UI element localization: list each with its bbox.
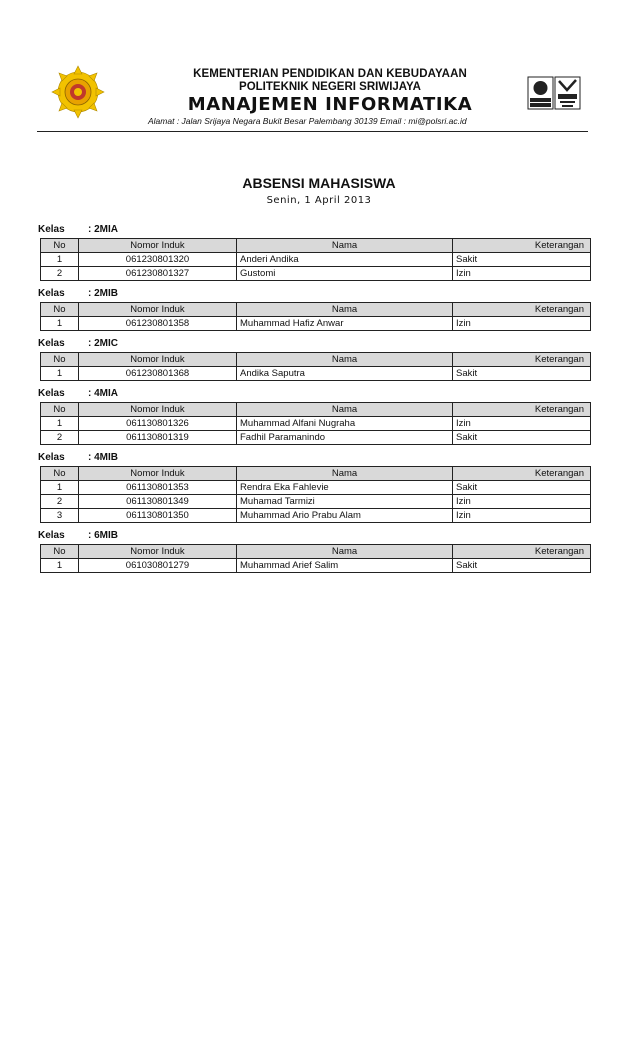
kelas-value: : 2MIA: [88, 224, 118, 235]
student-id: 061130801319: [79, 431, 237, 445]
row-number: 1: [41, 253, 79, 267]
attendance-status: Izin: [453, 417, 591, 431]
report-date: Senin, 1 April 2013: [266, 195, 372, 206]
attendance-status: Izin: [453, 267, 591, 281]
column-header: Nama: [237, 467, 453, 481]
kelas-value: : 2MIB: [88, 288, 118, 299]
kelas-value: : 4MIB: [88, 452, 118, 463]
column-header: Nomor Induk: [79, 403, 237, 417]
column-header: Nomor Induk: [79, 467, 237, 481]
column-header: Keterangan: [453, 353, 591, 367]
student-name: Gustomi: [237, 267, 453, 281]
kelas-label: Kelas: [38, 338, 65, 349]
row-number: 1: [41, 367, 79, 381]
table-row: [41, 267, 591, 281]
student-id: 061130801349: [79, 495, 237, 509]
column-header: Nama: [237, 353, 453, 367]
column-header: Keterangan: [453, 467, 591, 481]
attendance-table: [40, 302, 591, 331]
student-id: 061130801326: [79, 417, 237, 431]
kelas-value: : 6MIB: [88, 530, 118, 541]
column-header: No: [41, 467, 79, 481]
kelas-label: Kelas: [38, 452, 65, 463]
column-header: Nomor Induk: [79, 353, 237, 367]
table-header-row: [41, 403, 591, 417]
kelas-heading: [38, 221, 590, 238]
kelas-group: [38, 527, 590, 573]
row-number: 3: [41, 509, 79, 523]
row-number: 2: [41, 495, 79, 509]
address-line: Alamat : Jalan Srijaya Negara Bukit Besar Palembang 30139 Email : mi@polsri.ac.id: [148, 116, 467, 126]
attendance-table: [40, 544, 591, 573]
column-header: No: [41, 239, 79, 253]
table-row: [41, 317, 591, 331]
attendance-status: Sakit: [453, 431, 591, 445]
attendance-status: Sakit: [453, 559, 591, 573]
table-row: [41, 559, 591, 573]
attendance-list: [38, 221, 590, 577]
column-header: Nama: [237, 303, 453, 317]
kelas-label: Kelas: [38, 288, 65, 299]
iso-certification-icon: [527, 76, 581, 110]
student-id: 061030801279: [79, 559, 237, 573]
attendance-status: Izin: [453, 317, 591, 331]
kelas-heading: [38, 527, 590, 544]
table-header-row: [41, 545, 591, 559]
student-name: Rendra Eka Fahlevie: [237, 481, 453, 495]
ministry-name: KEMENTERIAN PENDIDIKAN DAN KEBUDAYAAN: [193, 68, 467, 80]
student-name: Muhammad Arief Salim: [237, 559, 453, 573]
student-id: 061130801350: [79, 509, 237, 523]
table-header-row: [41, 467, 591, 481]
attendance-status: Izin: [453, 495, 591, 509]
column-header: Keterangan: [453, 403, 591, 417]
column-header: No: [41, 353, 79, 367]
student-name: Muhammad Hafiz Anwar: [237, 317, 453, 331]
attendance-table: [40, 402, 591, 445]
kelas-label: Kelas: [38, 224, 65, 235]
attendance-status: Sakit: [453, 253, 591, 267]
letterhead: [0, 0, 638, 140]
student-id: 061230801320: [79, 253, 237, 267]
attendance-status: Sakit: [453, 481, 591, 495]
table-row: [41, 481, 591, 495]
row-number: 1: [41, 559, 79, 573]
table-header-row: [41, 239, 591, 253]
kelas-group: [38, 221, 590, 281]
column-header: Keterangan: [453, 303, 591, 317]
column-header: Keterangan: [453, 545, 591, 559]
department-name: MANAJEMEN INFORMATIKA: [187, 94, 473, 115]
kelas-heading: [38, 449, 590, 466]
student-id: 061230801327: [79, 267, 237, 281]
student-name: Anderi Andika: [237, 253, 453, 267]
row-number: 2: [41, 431, 79, 445]
table-row: [41, 367, 591, 381]
student-id: 061230801368: [79, 367, 237, 381]
table-row: [41, 253, 591, 267]
column-header: Keterangan: [453, 239, 591, 253]
student-id: 061130801353: [79, 481, 237, 495]
attendance-status: Sakit: [453, 367, 591, 381]
kelas-group: [38, 335, 590, 381]
kelas-heading: [38, 385, 590, 402]
kelas-group: [38, 449, 590, 523]
column-header: No: [41, 303, 79, 317]
row-number: 1: [41, 481, 79, 495]
column-header: Nomor Induk: [79, 303, 237, 317]
table-row: [41, 431, 591, 445]
table-row: [41, 417, 591, 431]
table-row: [41, 509, 591, 523]
attendance-table: [40, 466, 591, 523]
kelas-label: Kelas: [38, 530, 65, 541]
kelas-heading: [38, 335, 590, 352]
attendance-table: [40, 238, 591, 281]
student-id: 061230801358: [79, 317, 237, 331]
student-name: Muhamad Tarmizi: [237, 495, 453, 509]
column-header: Nama: [237, 403, 453, 417]
student-name: Muhammad Ario Prabu Alam: [237, 509, 453, 523]
column-header: Nama: [237, 239, 453, 253]
kelas-value: : 2MIC: [88, 338, 118, 349]
institution-name: POLITEKNIK NEGERI SRIWIJAYA: [239, 81, 421, 93]
kelas-label: Kelas: [38, 388, 65, 399]
row-number: 2: [41, 267, 79, 281]
polsri-logo-icon: [50, 64, 106, 120]
column-header: No: [41, 403, 79, 417]
column-header: Nomor Induk: [79, 545, 237, 559]
kelas-group: [38, 285, 590, 331]
kelas-value: : 4MIA: [88, 388, 118, 399]
attendance-table: [40, 352, 591, 381]
student-name: Muhammad Alfani Nugraha: [237, 417, 453, 431]
table-row: [41, 495, 591, 509]
student-name: Andika Saputra: [237, 367, 453, 381]
kelas-heading: [38, 285, 590, 302]
column-header: Nomor Induk: [79, 239, 237, 253]
row-number: 1: [41, 317, 79, 331]
row-number: 1: [41, 417, 79, 431]
header-divider: [37, 131, 588, 132]
attendance-status: Izin: [453, 509, 591, 523]
report-title: ABSENSI MAHASISWA: [242, 175, 396, 191]
table-header-row: [41, 303, 591, 317]
column-header: No: [41, 545, 79, 559]
kelas-group: [38, 385, 590, 445]
student-name: Fadhil Paramanindo: [237, 431, 453, 445]
table-header-row: [41, 353, 591, 367]
column-header: Nama: [237, 545, 453, 559]
